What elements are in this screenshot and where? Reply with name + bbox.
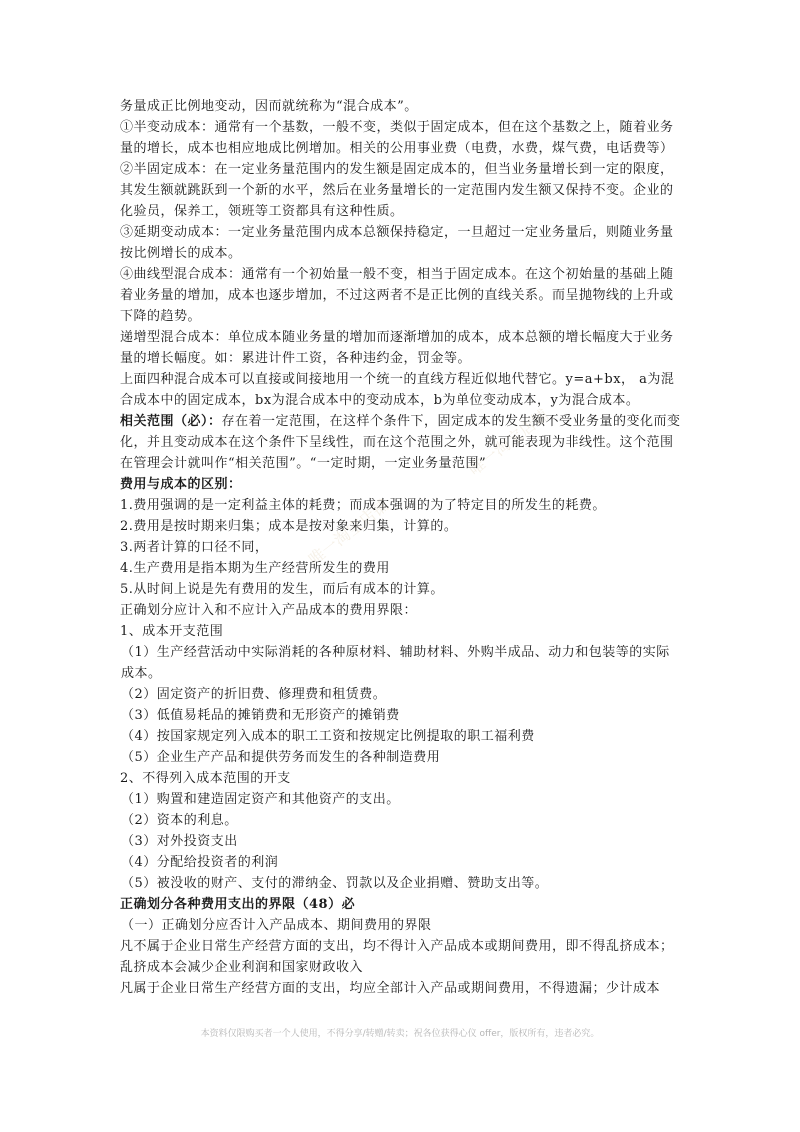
paragraph: 上面四种混合成本可以直接或间接地用一个统一的直线方程近似地代替它。y=a+bx， a为混合成本中的固定成本，bx为混合成本中的变动成本，b为单位变动成本，y为混合成本。 <box>120 372 675 408</box>
document-body <box>120 96 682 999</box>
list-item: （5）被没收的财产、支付的滞纳金、罚款以及企业捐赠、赞助支出等。 <box>121 876 549 891</box>
diff-heading: 费用与成本的区别： <box>120 477 242 492</box>
copyright-footer: 本资料仅限购买者一个人使用，不得分享/转赠/转卖；祝各位获得心仪 offer，版权所有，违者必究。 <box>200 1029 600 1039</box>
list-item: （1）生产经营活动中实际消耗的各种原材料、辅助材料、外购半成品、动力和包装等的实际成本。 <box>121 645 670 681</box>
list-item: （3）对外投资支出 <box>121 834 238 849</box>
excluded-heading: 2、不得列入成本范围的开支 <box>120 771 291 786</box>
list-item: 1.费用强调的是一定利益主体的耗费；而成本强调的为了特定目的所发生的耗费。 <box>120 498 606 513</box>
list-item: （4）分配给投资者的利润 <box>121 855 279 870</box>
paragraph: 务量成正比例地变动，因而就统称为“混合成本”。 <box>120 99 418 114</box>
paragraph: ②半固定成本：在一定业务量范围内的发生额是固定成本的，但当业务量增长到一定的限度，其发生额就跳跃到一个新的水平，然后在业务量增长的一定范围内发生额又保持不变。企业的化验员，保养工，领班等工资都具有这种性质。 <box>120 162 674 219</box>
section-heading: 正确划分各种费用支出的界限（48）必 <box>120 897 356 912</box>
paragraph: ③延期变动成本：一定业务量范围内成本总额保持稳定，一旦超过一定业务量后，则随业务量按比例增长的成本。 <box>120 225 674 261</box>
sub-heading: （一）正确划分应否计入产品成本、期间费用的界限 <box>121 918 432 933</box>
list-item: （3）低值易耗品的摊销费和无形资产的摊销费 <box>121 708 400 723</box>
watermark: 唯一淘宝店铺 <box>464 405 553 480</box>
list-item: （1）购置和建造固定资产和其他资产的支出。 <box>121 792 400 807</box>
paragraph: ④曲线型混合成本：通常有一个初始量一般不变，相当于固定成本。在这个初始量的基础上随着业务量的增加，成本也逐步增加，不过这两者不是正比例的直线关系。而呈抛物线的上升或下降的趋势。 <box>120 267 674 324</box>
paragraph: 凡不属于企业日常生产经营方面的支出，均不得计入产品成本或期间费用，即不得乱挤成本；乱挤成本会减少企业利润和国家财政收入 <box>120 939 674 975</box>
related-range-paragraph <box>120 411 682 474</box>
paragraph: 凡属于企业日常生产经营方面的支出，均应全部计入产品或期间费用，不得遗漏；少计成本 <box>120 981 661 996</box>
list-item: 2.费用是按时期来归集；成本是按对象来归集，计算的。 <box>120 519 458 534</box>
watermark: 唯一淘宝店铺 <box>304 495 393 570</box>
boundary-intro: 正确划分应计入和不应计入产品成本的费用界限： <box>120 603 418 618</box>
related-range-title: 相关范围（必）： <box>120 414 222 429</box>
related-range-text: 存在着一定范围，在这样个条件下，固定成本的发生额不受业务量的变化而变化，并且变动成本在这个条件下呈线性，而在这个范围之外，就可能表现为非线性。这个范围在管理会计就叫作“相关范围”。“一定时期，一定业务量范围” <box>120 414 681 471</box>
list-item: （2）资本的利息。 <box>121 813 238 828</box>
list-item: （5）企业生产产品和提供劳务而发生的各种制造费用 <box>121 750 441 765</box>
paragraph: ①半变动成本：通常有一个基数，一般不变，类似于固定成本，但在这个基数之上，随着业务量的增长，成本也相应地成比例增加。相关的公用事业费（电费，水费，煤气费，电话费等） <box>120 120 674 156</box>
cost-scope-heading: 1、成本开支范围 <box>120 624 224 639</box>
list-item: （4）按国家规定列入成本的职工工资和按规定比例提取的职工福利费 <box>121 729 535 744</box>
list-item: 5.从时间上说是先有费用的发生，而后有成本的计算。 <box>120 582 444 597</box>
list-item: （2）固定资产的折旧费、修理费和租赁费。 <box>121 687 387 702</box>
paragraph: 递增型混合成本：单位成本随业务量的增加而逐渐增加的成本，成本总额的增长幅度大于业务量的增长幅度。如：累进计件工资，各种违约金，罚金等。 <box>120 330 674 366</box>
list-item: 3.两者计算的口径不同， <box>120 540 269 555</box>
list-item: 4.生产费用是指本期为生产经营所发生的费用 <box>120 561 390 576</box>
